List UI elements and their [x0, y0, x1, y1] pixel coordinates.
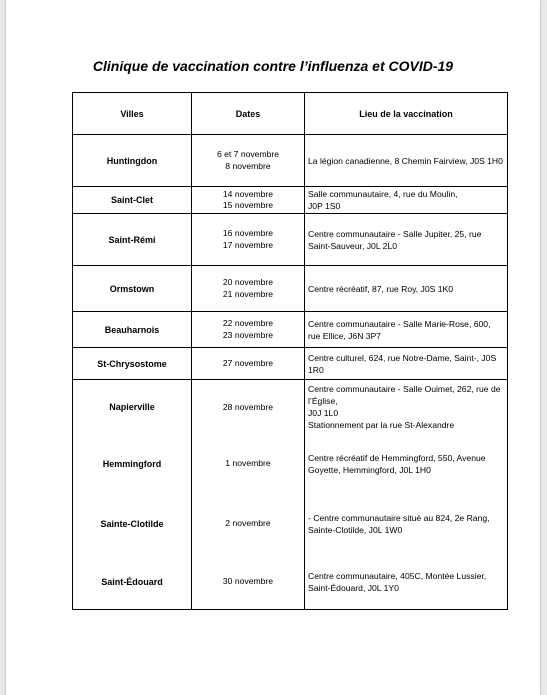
- lieu-line: Salle communautaire, 4, rue du Moulin,: [308, 189, 458, 199]
- dates-cell: [192, 312, 305, 348]
- lieu-line: J0P 1S0: [308, 201, 341, 211]
- document-page: [6, 0, 540, 695]
- table-row: [73, 493, 508, 555]
- lieu-line: Centre récréatif, 87, rue Roy, J0S 1K0: [308, 283, 454, 294]
- ville-cell: Sainte-Clotilde: [73, 493, 192, 555]
- dates-cell: [192, 380, 305, 435]
- header-villes: Villes: [73, 93, 192, 135]
- date-line: 20 novembre: [222, 277, 274, 287]
- lieu-cell: [305, 135, 508, 187]
- lieu-line: La légion canadienne, 8 Chemin Fairview, J0S 1H0: [308, 155, 503, 166]
- ville-cell: Hemmingford: [73, 435, 192, 493]
- date-line: 23 novembre: [222, 329, 274, 340]
- lieu-cell: [305, 493, 508, 555]
- lieu-cell: [305, 380, 508, 435]
- ville-cell: Beauharnois: [73, 312, 192, 348]
- document-title: Clinique de vaccination contre l’influenza et COVID-19: [92, 58, 454, 74]
- date-line: 6 et 7 novembre: [216, 149, 280, 159]
- lieu-cell: [305, 187, 508, 214]
- dates-cell: [192, 266, 305, 312]
- dates-cell: [192, 135, 305, 187]
- header-lieu: Lieu de la vaccination: [305, 93, 508, 135]
- table-row: [73, 187, 508, 214]
- lieu-cell: [305, 555, 508, 610]
- ville-cell: St-Chrysostome: [73, 348, 192, 380]
- vaccination-schedule-table: [72, 92, 508, 610]
- table-row: [73, 312, 508, 348]
- lieu-line: Centre récréatif de Hemmingford, 550, Avenue Goyette, Hemmingford, J0L 1H0: [308, 452, 486, 475]
- lieu-line: J0J 1L0: [308, 408, 339, 419]
- dates-cell: [192, 348, 305, 380]
- lieu-line: - Centre communautaire situé au 824, 2e Rang, Sainte-Clotilde, J0L 1W0: [308, 512, 490, 535]
- table-row: [73, 135, 508, 187]
- lieu-cell: [305, 312, 508, 348]
- date-line: 30 novembre: [222, 576, 274, 586]
- date-line: 16 novembre: [222, 228, 274, 238]
- table-row: [73, 555, 508, 610]
- date-line: 22 novembre: [222, 318, 274, 328]
- table-row: [73, 435, 508, 493]
- date-line: 1 novembre: [225, 457, 271, 468]
- date-line: 21 novembre: [222, 288, 274, 299]
- date-line: 27 novembre: [222, 357, 274, 368]
- dates-cell: [192, 187, 305, 214]
- lieu-line: Centre communautaire, 405C, Montée Lussier, Saint-Édouard, J0L 1Y0: [308, 570, 487, 593]
- table-header-row: [73, 93, 508, 135]
- ville-cell: Napierville: [73, 380, 192, 435]
- lieu-line: Centre culturel, 624, rue Notre-Dame, Saint-, J0S 1R0: [308, 352, 497, 375]
- header-dates: Dates: [192, 93, 305, 135]
- ville-cell: Saint-Rémi: [73, 214, 192, 266]
- date-line: 2 novembre: [225, 517, 271, 528]
- ville-cell: Saint-Clet: [73, 187, 192, 214]
- date-line: 28 novembre: [222, 401, 274, 412]
- date-line: 14 novembre: [222, 188, 274, 199]
- table-row: [73, 380, 508, 435]
- lieu-line: Centre communautaire - Salle Jupiter, 25, rue Saint-Sauveur, J0L 2L0: [308, 228, 482, 251]
- lieu-cell: [305, 348, 508, 380]
- date-line: 15 novembre: [222, 200, 274, 210]
- lieu-line: Stationnement par la rue St-Alexandre: [308, 420, 455, 431]
- table-row: [73, 214, 508, 266]
- date-line: 8 novembre: [225, 160, 271, 171]
- ville-cell: Ormstown: [73, 266, 192, 312]
- lieu-line: Centre communautaire - Salle Marie-Rose, 600, rue Ellice, J6N 3P7: [308, 318, 491, 341]
- dates-cell: [192, 555, 305, 610]
- lieu-cell: [305, 435, 508, 493]
- dates-cell: [192, 214, 305, 266]
- lieu-cell: [305, 266, 508, 312]
- lieu-cell: [305, 214, 508, 266]
- ville-cell: Huntingdon: [73, 135, 192, 187]
- date-line: 17 novembre: [222, 239, 274, 250]
- dates-cell: [192, 493, 305, 555]
- table-row: [73, 348, 508, 380]
- ville-cell: Saint-Édouard: [73, 555, 192, 610]
- lieu-line: Centre communautaire - Salle Ouimet, 262, rue de l’Église,: [308, 384, 501, 407]
- table-row: [73, 266, 508, 312]
- dates-cell: [192, 435, 305, 493]
